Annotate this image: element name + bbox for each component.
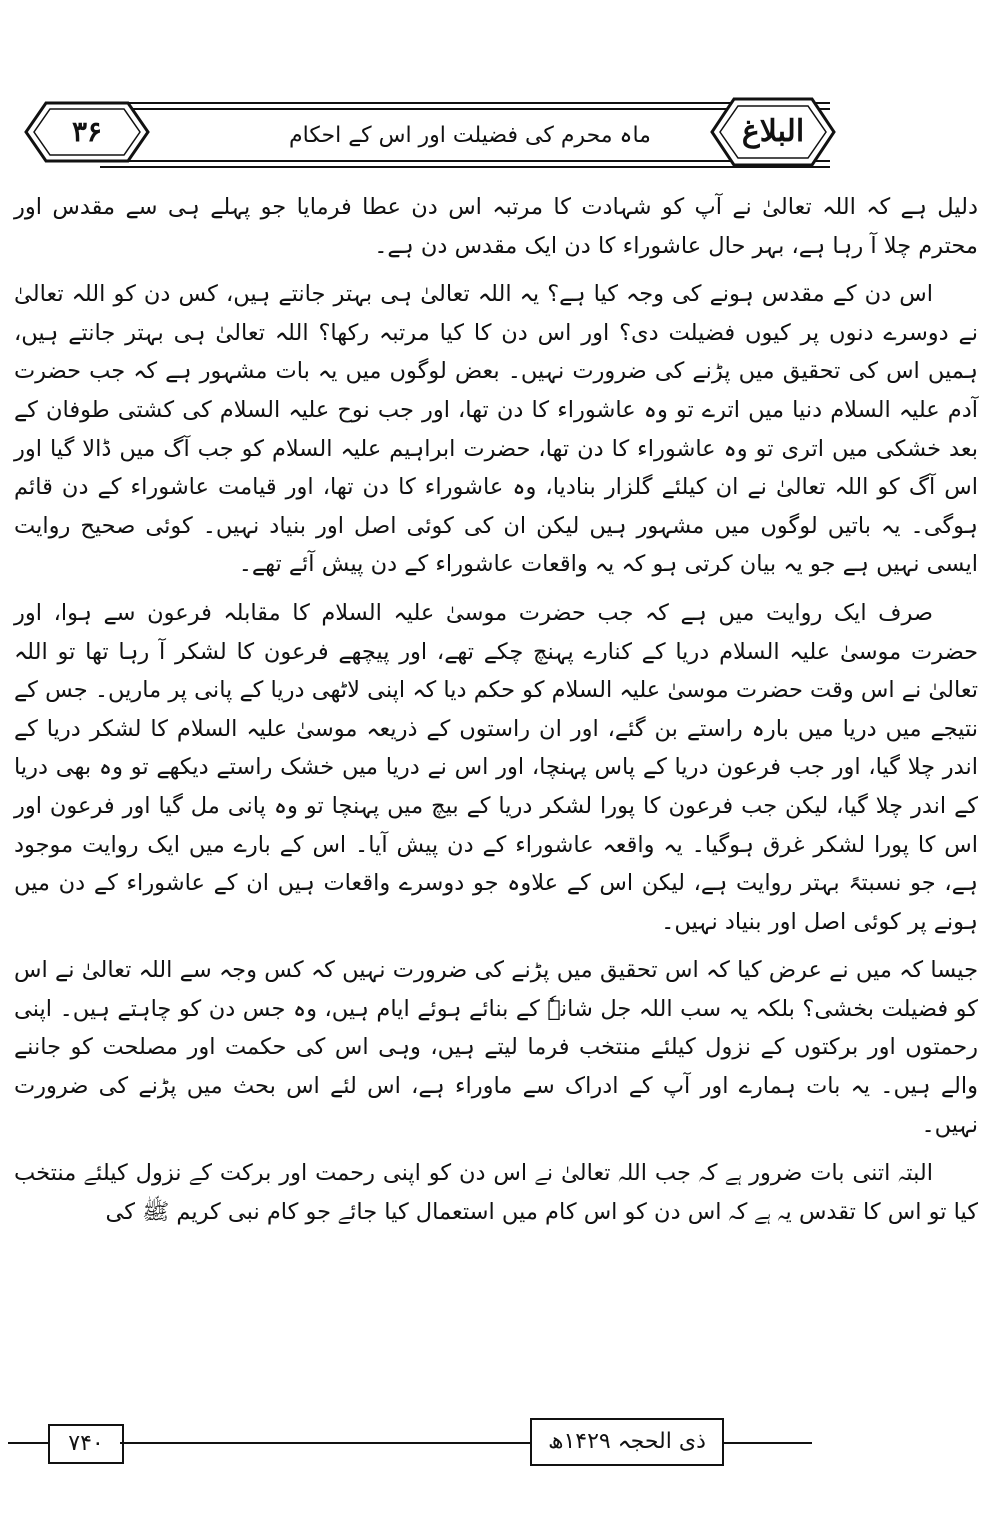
paragraph-1: دلیل ہے کہ اللہ تعالیٰ نے آپ کو شہادت کا مرتبہ اس دن عطا فرمایا جو پہلے ہی سے مقدس اور محترم چلا آ رہا ہے، بہر حال عاشوراء کا دن ایک مقدس دن ہے۔ — [14, 194, 978, 259]
magazine-logo-text: البلاغ — [741, 114, 805, 149]
footer-rule-middle — [120, 1442, 530, 1444]
footer-rule-right — [722, 1442, 812, 1444]
paragraph-2: اس دن کے مقدس ہونے کی وجہ کیا ہے؟ یہ اللہ تعالیٰ ہی بہتر جانتے ہیں، کس دن کو اللہ تعالیٰ نے دوسرے دنوں پر کیوں فضیلت دی؟ اور اس دن کا کیا مرتبہ رکھا؟ اللہ تعالیٰ ہی بہتر جانتے ہیں، ہمیں اس کی تحقیق میں پڑنے کی ضرورت نہیں۔ بعض لوگوں میں یہ بات مشہور ہے کہ جب حضرت آدم علیہ السلام دنیا میں اترے تو وہ عاشوراء کا دن تھا، اور جب نوح علیہ السلام کی کشتی طوفان کے بعد خشکی میں اتری تو وہ عاشوراء کا دن تھا، حضرت ابراہیم علیہ السلام کو جب آگ میں ڈالا گیا اور اس آگ کو اللہ تعالیٰ نے ان کیلئے گلزار بنادیا، وہ عاشوراء کا دن تھا، اور قیامت عاشوراء کے دن قائم ہوگی۔ یہ باتیں لوگوں میں مشہور ہیں لیکن ان کی کوئی اصل اور بنیاد نہیں۔ کوئی صحیح روایت ایسی نہیں ہے جو یہ بیان کرتی ہو کہ یہ واقعات عاشوراء کے دن پیش آئے تھے۔ — [14, 281, 978, 578]
header-page-number-box — [22, 100, 152, 164]
magazine-logo — [708, 96, 838, 168]
paragraph-3: صرف ایک روایت میں ہے کہ جب حضرت موسیٰ علیہ السلام کا مقابلہ فرعون سے ہوا، اور حضرت موسیٰ علیہ السلام دریا کے کنارے پہنچ چکے تھے، اور پیچھے فرعون کا لشکر آ رہا تھا تو اللہ تعالیٰ نے اس وقت حضرت موسیٰ علیہ السلام کو حکم دیا کہ اپنی لاٹھی دریا کے پانی پر ماریں۔ جس کے نتیجے میں دریا میں بارہ راستے بن گئے، اور ان راستوں کے ذریعہ موسیٰ علیہ السلام کا لشکر دریا کے اندر چلا گیا، اور جب فرعون دریا کے پاس پہنچا، اور اس نے دریا میں خشک راستے دیکھے تو وہ بھی دریا کے اندر چلا گیا، لیکن جب فرعون کا پورا لشکر دریا کے بیچ میں پہنچا تو وہ پانی مل گیا اور فرعون اور اس کا پورا لشکر غرق ہوگیا۔ یہ واقعہ عاشوراء کے دن پیش آیا۔ اس کے بارے میں ایک روایت موجود ہے، جو نسبتہً بہتر روایت ہے، لیکن اس کے علاوہ جو دوسرے واقعات ہیں ان کے عاشوراء کے دن میں ہونے پر کوئی اصل اور بنیاد نہیں۔ — [14, 599, 978, 935]
paragraph-4: جیسا کہ میں نے عرض کیا کہ اس تحقیق میں پڑنے کی ضرورت نہیں کہ کس وجہ سے اللہ تعالیٰ نے اس کو فضیلت بخشی؟ بلکہ یہ سب اللہ جل شانہٗ کے بنائے ہوئے ایام ہیں، وہ جس دن کو چاہتے ہیں۔ اپنی رحمتوں اور برکتوں کے نزول کیلئے منتخب فرما لیتے ہیں، وہی اس کی حکمت اور مصلحت کو جاننے والے ہیں۔ یہ بات ہمارے اور آپ کے ادراک سے ماوراء ہے، اس لئے اس بحث میں پڑنے کی ضرورت نہیں۔ — [14, 957, 978, 1138]
footer-rule-left — [8, 1442, 48, 1444]
footer-page-number: ۷۴۰ — [48, 1424, 124, 1464]
article-body — [14, 188, 978, 1241]
footer-issue-date: ذی الحجہ ۱۴۲۹ھ — [530, 1418, 724, 1466]
page-title: ماہ محرم کی فضیلت اور اس کے احکام — [289, 123, 651, 148]
paragraph-5: البتہ اتنی بات ضرور ہے کہ جب اللہ تعالیٰ نے اس دن کو اپنی رحمت اور برکت کے نزول کیلئے منتخب کیا تو اس کا تقدس یہ ہے کہ اس دن کو اس کام میں استعمال کیا جائے جو کام نبی کریم ﷺ کی — [14, 1160, 978, 1225]
header-page-number: ۳۶ — [71, 115, 103, 148]
